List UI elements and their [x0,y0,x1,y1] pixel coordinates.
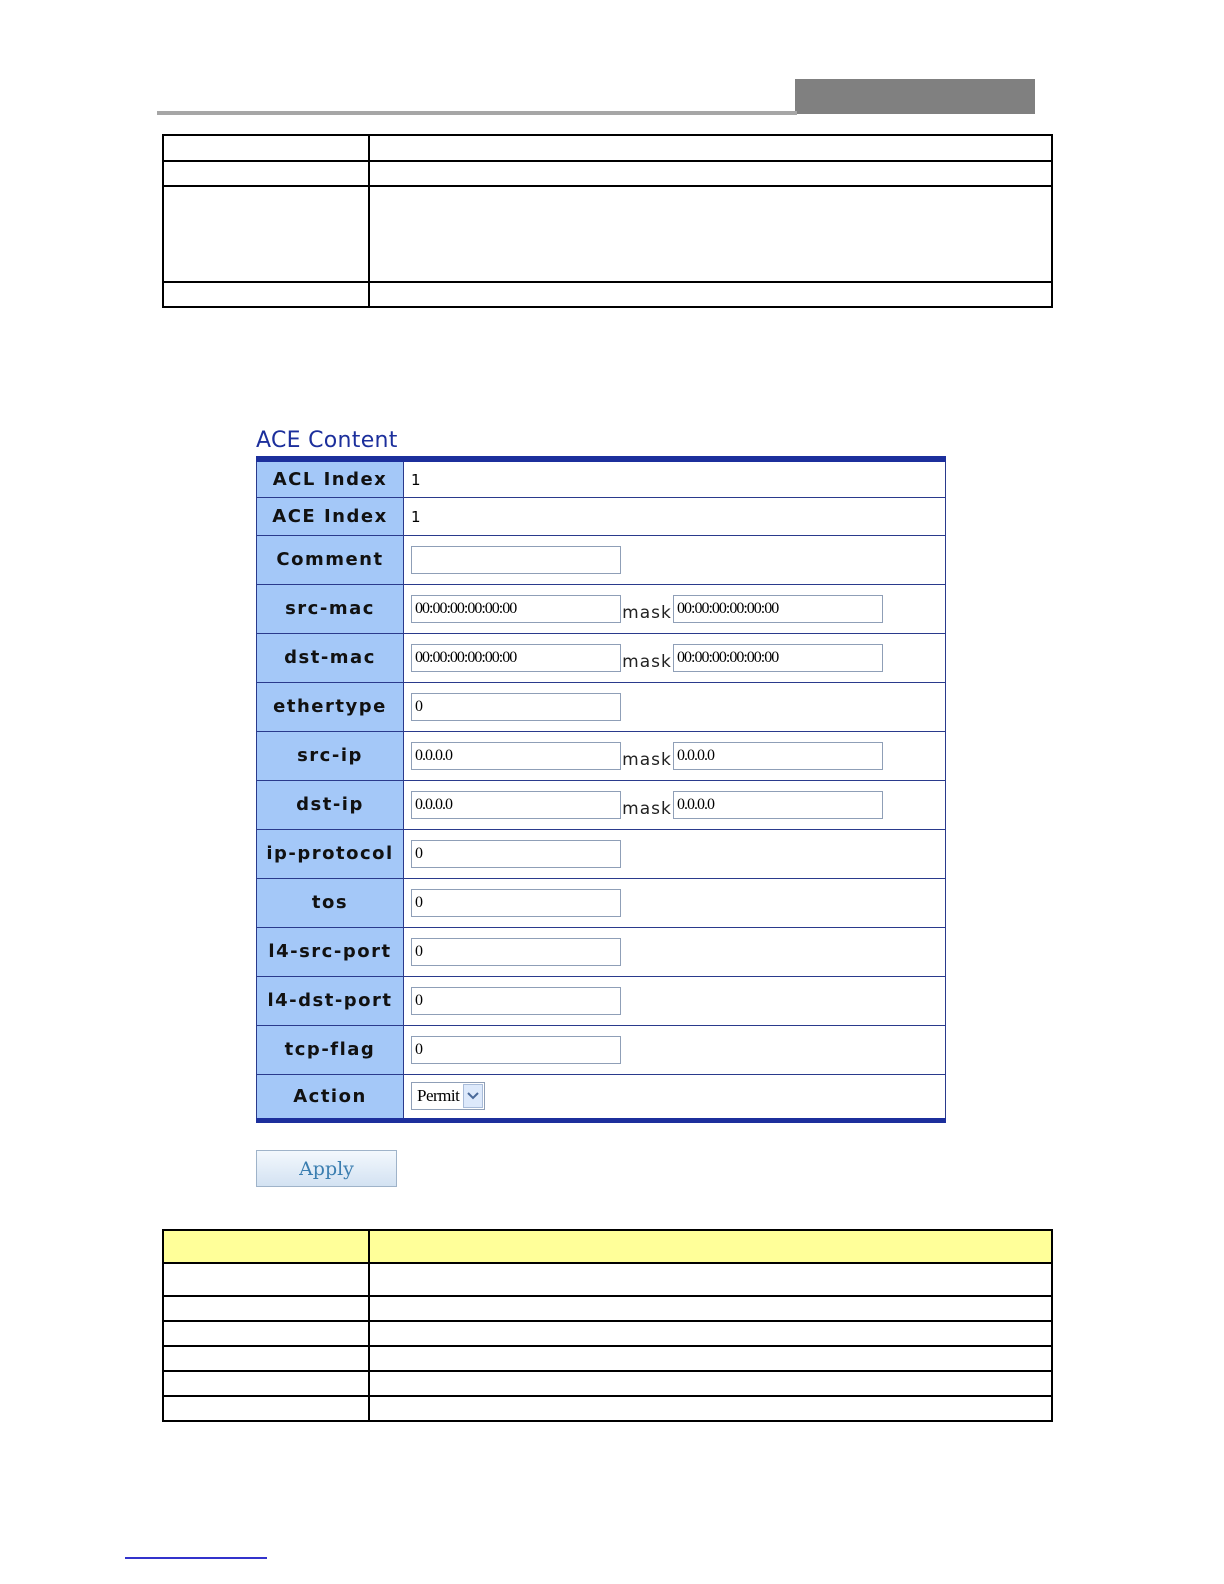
src-ip-mask-label: mask [622,749,672,770]
footer-link-underline [125,1557,267,1559]
header-box [795,79,1035,114]
table-cell [369,161,1052,186]
row-acl-index [257,459,946,497]
action-select[interactable] [411,1082,485,1110]
row-action [257,1074,946,1120]
ace-index-value: 1 [411,507,421,526]
table-cell [369,186,1052,282]
row-ip-protocol [257,829,946,878]
label-ethertype: ethertype [257,682,404,731]
label-l4-dst-port: l4-dst-port [257,976,404,1025]
label-tos: tos [257,878,404,927]
table-cell [163,186,369,282]
form-title: ACE Content [256,428,398,453]
table-header-row [163,1230,1052,1263]
table-cell [163,1371,369,1396]
table-row [163,282,1052,307]
label-action: Action [257,1074,404,1120]
bottom-description-table [162,1229,1053,1422]
table-row [163,1396,1052,1421]
table-cell [369,1371,1052,1396]
row-l4-dst-port [257,976,946,1025]
dst-mac-mask-label: mask [622,651,672,672]
src-ip-mask-input[interactable] [673,742,883,770]
label-acl-index: ACL Index [257,459,404,497]
row-ace-index [257,497,946,535]
dst-mac-mask-input[interactable] [673,644,883,672]
label-src-ip: src-ip [257,731,404,780]
l4-dst-port-input[interactable] [411,987,621,1015]
label-ip-protocol: ip-protocol [257,829,404,878]
l4-src-port-input[interactable] [411,938,621,966]
row-dst-mac [257,633,946,682]
table-cell [369,1230,1052,1263]
label-src-mac: src-mac [257,584,404,633]
row-l4-src-port [257,927,946,976]
table-cell [369,1263,1052,1296]
table-cell [369,1346,1052,1371]
table-cell [163,1321,369,1346]
chevron-down-icon[interactable] [463,1084,483,1108]
table-row [163,186,1052,282]
ace-content-form [256,456,946,1123]
row-ethertype [257,682,946,731]
row-dst-ip [257,780,946,829]
tcp-flag-input[interactable] [411,1036,621,1064]
table-row [163,1346,1052,1371]
table-row [163,1263,1052,1296]
table-cell [163,1263,369,1296]
label-tcp-flag: tcp-flag [257,1025,404,1074]
table-cell [163,1296,369,1321]
label-ace-index: ACE Index [257,497,404,535]
label-l4-src-port: l4-src-port [257,927,404,976]
row-tcp-flag [257,1025,946,1074]
table-cell [369,1321,1052,1346]
table-cell [163,1396,369,1421]
table-cell [163,282,369,307]
header-rule [157,111,797,115]
dst-ip-input[interactable] [411,791,621,819]
action-select-value: Permit [417,1086,460,1105]
row-comment [257,535,946,584]
label-comment: Comment [257,535,404,584]
tos-input[interactable] [411,889,621,917]
table-cell [369,135,1052,161]
table-row [163,1371,1052,1396]
table-cell [369,282,1052,307]
table-row [163,1296,1052,1321]
ip-protocol-input[interactable] [411,840,621,868]
label-dst-mac: dst-mac [257,633,404,682]
ethertype-input[interactable] [411,693,621,721]
table-cell [369,1396,1052,1421]
src-ip-input[interactable] [411,742,621,770]
row-tos [257,878,946,927]
table-cell [163,135,369,161]
src-mac-mask-label: mask [622,602,672,623]
dst-ip-mask-input[interactable] [673,791,883,819]
dst-ip-mask-label: mask [622,798,672,819]
top-description-table [162,134,1053,308]
table-row [163,1321,1052,1346]
dst-mac-input[interactable] [411,644,621,672]
table-cell [163,1346,369,1371]
table-row [163,135,1052,161]
row-src-ip [257,731,946,780]
comment-input[interactable] [411,546,621,574]
table-row [163,161,1052,186]
table-cell [369,1296,1052,1321]
table-cell [163,161,369,186]
src-mac-input[interactable] [411,595,621,623]
apply-button[interactable]: Apply [256,1150,397,1187]
row-src-mac [257,584,946,633]
src-mac-mask-input[interactable] [673,595,883,623]
acl-index-value: 1 [411,470,421,489]
label-dst-ip: dst-ip [257,780,404,829]
table-cell [163,1230,369,1263]
